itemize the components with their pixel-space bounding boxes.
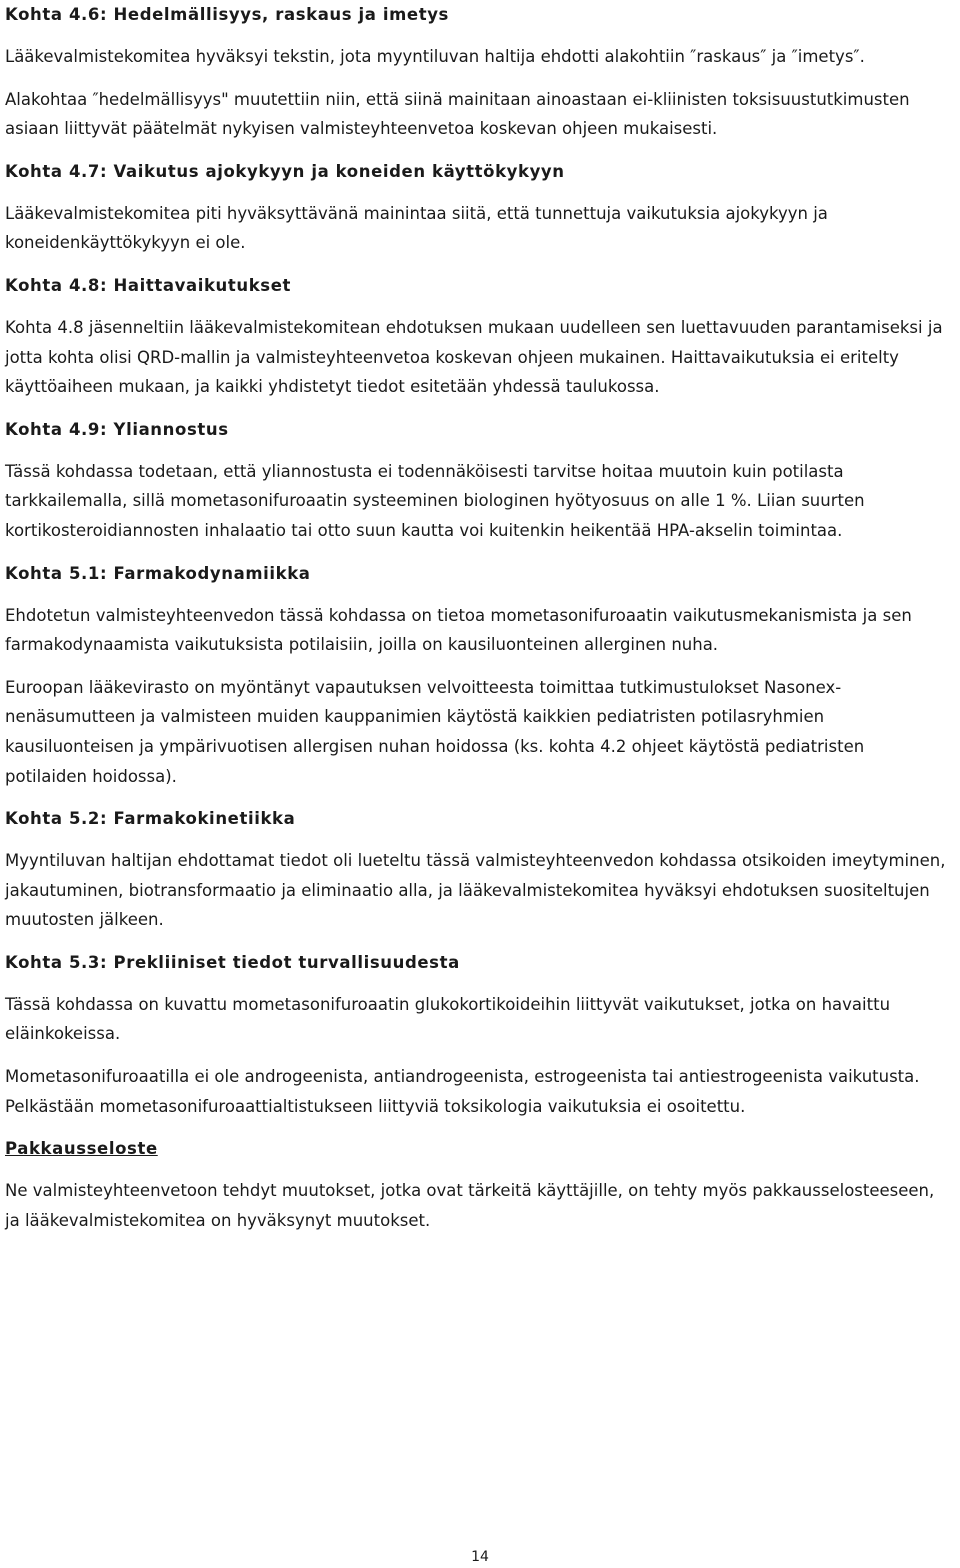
paragraph: Alakohtaa ″hedelmällisyys" muutettiin niin, että siinä mainitaan ainoastaan ei-kliinisten toksisuustutkimusten asiaan liittyvät päätelmät nykyisen valmisteyhteenvetoa koskevan ohjeen mukaisesti. [5,89,910,139]
section-heading-4-7: Kohta 4.7: Vaikutus ajokykyyn ja koneiden käyttökykyyn [5,161,565,181]
section-heading-5-1: Kohta 5.1: Farmakodynamiikka [5,563,311,583]
page-number: 14 [471,1549,489,1565]
paragraph: Tässä kohdassa on kuvattu mometasonifuroaatin glukokortikoideihin liittyvät vaikutukset, jotka on havaittu eläinkokeissa. [5,994,891,1044]
paragraph: Kohta 4.8 jäsenneltiin lääkevalmistekomitean ehdotuksen mukaan uudelleen sen luettavuuden parantamiseksi ja jotta kohta olisi QRD-mallin ja valmisteyhteenvetoa koskevan ohjeen mukainen. Haittavaikutuksia ei eritelty käyttöaiheen mukaan, ja kaikki yhdistetyt tiedot esitetään yhdessä taulukossa. [5,317,943,397]
section-heading-pakkausseloste: Pakkausseloste [5,1139,158,1159]
paragraph: Ehdotetun valmisteyhteenvedon tässä kohdassa on tietoa mometasonifuroaatin vaikutusmekanismista ja sen farmakodynaamista vaikutuksista potilaisiin, joilla on kausiluonteinen allerginen nuha. [5,605,912,655]
document-page [5,0,950,1235]
section-heading-4-8: Kohta 4.8: Haittavaikutukset [5,275,291,295]
paragraph: Lääkevalmistekomitea hyväksyi tekstin, jota myyntiluvan haltija ehdotti alakohtiin ″raskaus″ ja ″imetys″. [5,47,865,66]
paragraph: Euroopan lääkevirasto on myöntänyt vapautuksen velvoitteesta toimittaa tutkimustulokset Nasonex-nenäsumutteen ja valmisteen muiden kauppanimien käytöstä kaikkien pediatristen potilasryhmien kausiluonteisen ja ympärivuotisen allergisen nuhan hoidossa (ks. kohta 4.2 ohjeet käytöstä pediatristen potilaiden hoidossa). [5,677,865,786]
paragraph: Myyntiluvan haltijan ehdottamat tiedot oli lueteltu tässä valmisteyhteenvedon kohdassa otsikoiden imeytyminen, jakautuminen, biotransformaatio ja eliminaatio alla, ja lääkevalmistekomitea hyväksyi ehdotuksen suositeltujen muutosten jälkeen. [5,851,946,930]
section-heading-4-9: Kohta 4.9: Yliannostus [5,419,229,439]
section-heading-4-6: Kohta 4.6: Hedelmällisyys, raskaus ja imetys [5,5,449,24]
paragraph: Ne valmisteyhteenvetoon tehdyt muutokset, jotka ovat tärkeitä käyttäjille, on tehty myös pakkausselosteeseen, ja lääkevalmistekomitea on hyväksynyt muutokset. [5,1181,935,1230]
section-heading-5-3: Kohta 5.3: Prekliiniset tiedot turvallisuudesta [5,952,460,972]
paragraph: Tässä kohdassa todetaan, että yliannostusta ei todennäköisesti tarvitse hoitaa muutoin kuin potilasta tarkkailemalla, sillä mometasonifuroaatin systeeminen biologinen hyötyosuus on alle 1 %. Liian suurten kortikosteroidiannosten inhalaatio tai otto suun kautta voi kuitenkin heikentää HPA-akselin toimintaa. [5,461,865,540]
paragraph: Mometasonifuroaatilla ei ole androgeenista, antiandrogeenista, estrogeenista tai antiestrogeenista vaikutusta. Pelkästään mometasonifuroaattialtistukseen liittyviä toksikologia vaikutuksia ei osoitettu. [5,1067,920,1116]
section-heading-5-2: Kohta 5.2: Farmakokinetiikka [5,809,296,829]
paragraph: Lääkevalmistekomitea piti hyväksyttävänä mainintaa siitä, että tunnettuja vaikutuksia ajokykyyn ja koneidenkäyttökykyyn ei ole. [5,203,828,253]
